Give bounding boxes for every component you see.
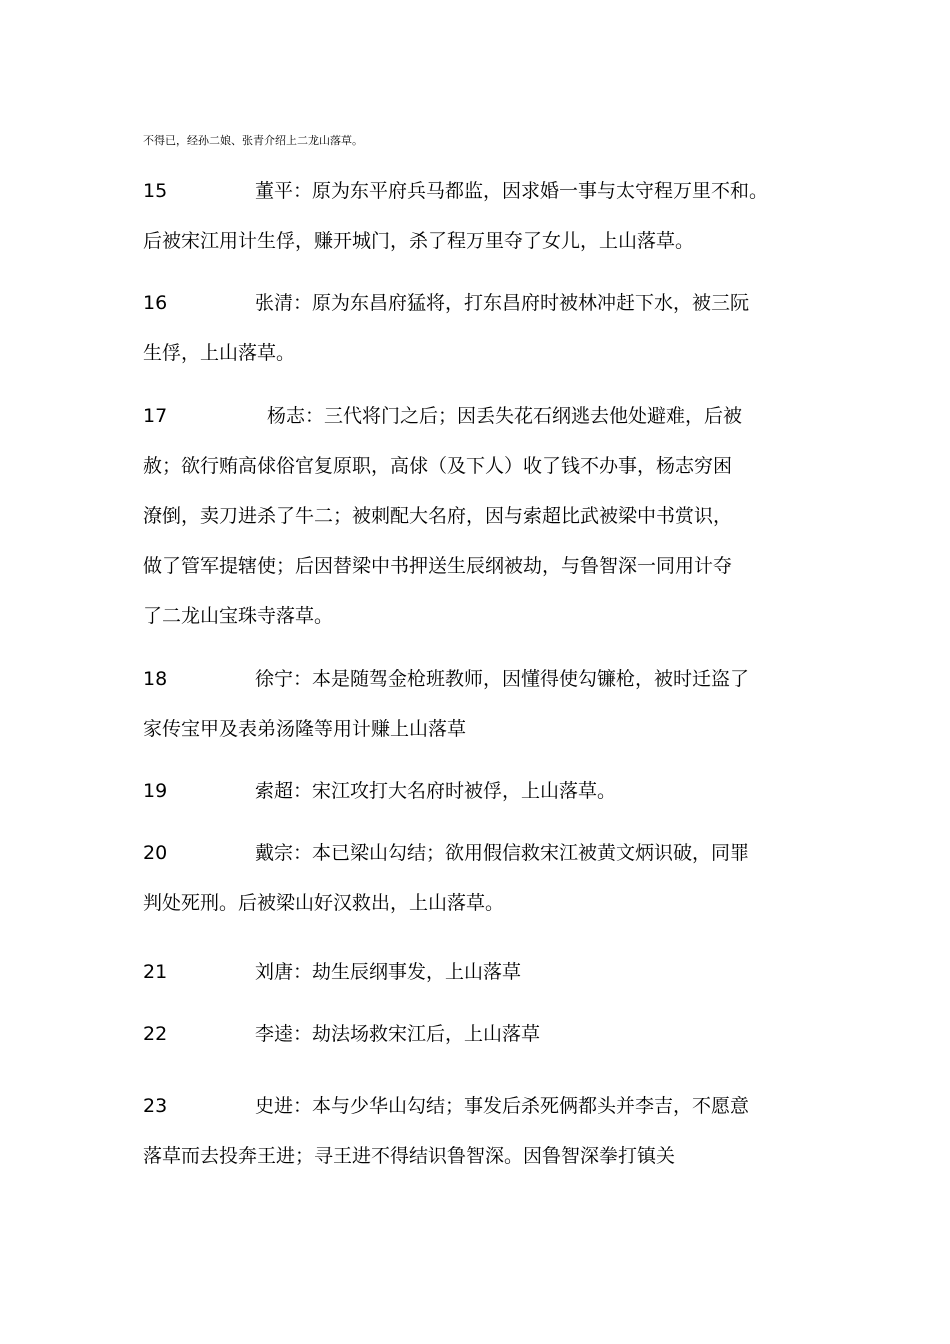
entry-line (143, 772, 833, 810)
entry-20 (143, 834, 833, 922)
entry-text: 董平：原为东平府兵马都监，因求婚一事与太守程万里不和。 (255, 180, 769, 202)
entry-line: 了二龙山宝珠寺落草。 (143, 605, 334, 627)
entry-number: 23 (143, 1095, 168, 1117)
entry-line (143, 953, 833, 991)
entry-23 (143, 1087, 833, 1175)
entry-line (143, 397, 833, 435)
entry-number: 21 (143, 961, 168, 983)
entry-17 (143, 397, 833, 635)
entry-text: 杨志：三代将门之后；因丢失花石纲逃去他处避难，后被 (267, 405, 743, 427)
entry-text: 徐宁：本是随驾金枪班教师，因懂得使勾镰枪，被时迁盗了 (255, 668, 750, 690)
entry-15 (143, 172, 833, 260)
entry-18 (143, 660, 833, 748)
entry-line (143, 284, 833, 322)
entry-number: 22 (143, 1023, 168, 1045)
entry-line: 家传宝甲及表弟汤隆等用计赚上山落草 (143, 718, 467, 740)
entry-number: 19 (143, 780, 168, 802)
entry-line: 潦倒，卖刀进杀了牛二；被刺配大名府，因与索超比武被梁中书赏识， (143, 505, 733, 527)
entry-number: 17 (143, 405, 168, 427)
entry-line (143, 834, 833, 872)
entry-text: 张清：原为东昌府猛将，打东昌府时被林冲赶下水，被三阮 (255, 292, 750, 314)
entry-text: 刘唐：劫生辰纲事发，上山落草 (255, 961, 522, 983)
entry-line (143, 1015, 833, 1053)
entry-line: 做了管军提辖使；后因替梁中书押送生辰纲被劫，与鲁智深一同用计夺 (143, 555, 733, 577)
entry-text: 索超：宋江攻打大名府时被俘，上山落草。 (255, 780, 617, 802)
entry-line: 赦；欲行贿高俅俗官复原职，高俅（及下人）收了钱不办事，杨志穷困 (143, 455, 733, 477)
entry-line: 后被宋江用计生俘，赚开城门，杀了程万里夺了女儿，上山落草。 (143, 230, 695, 252)
entry-number: 16 (143, 292, 168, 314)
entry-text: 李逵：劫法场救宋江后，上山落草 (255, 1023, 541, 1045)
entry-number: 15 (143, 180, 168, 202)
entry-text: 戴宗：本已梁山勾结；欲用假信救宋江被黄文炳识破，同罪 (255, 842, 750, 864)
entry-line: 落草而去投奔王进；寻王进不得结识鲁智深。因鲁智深拳打镇关 (143, 1145, 676, 1167)
entry-22 (143, 1015, 833, 1053)
entry-text: 史进：本与少华山勾结；事发后杀死俩都头并李吉，不愿意 (255, 1095, 750, 1117)
entry-21 (143, 953, 833, 991)
entry-16 (143, 284, 833, 372)
entry-line (143, 172, 833, 210)
entry-line: 生俘，上山落草。 (143, 342, 296, 364)
entry-number: 20 (143, 842, 168, 864)
entry-line (143, 660, 833, 698)
entry-number: 18 (143, 668, 168, 690)
continued-text-line: 不得已，经孙二娘、张青介绍上二龙山落草。 (143, 134, 363, 147)
entry-line: 判处死刑。后被梁山好汉救出，上山落草。 (143, 892, 505, 914)
entry-19 (143, 772, 833, 810)
entry-line (143, 1087, 833, 1125)
